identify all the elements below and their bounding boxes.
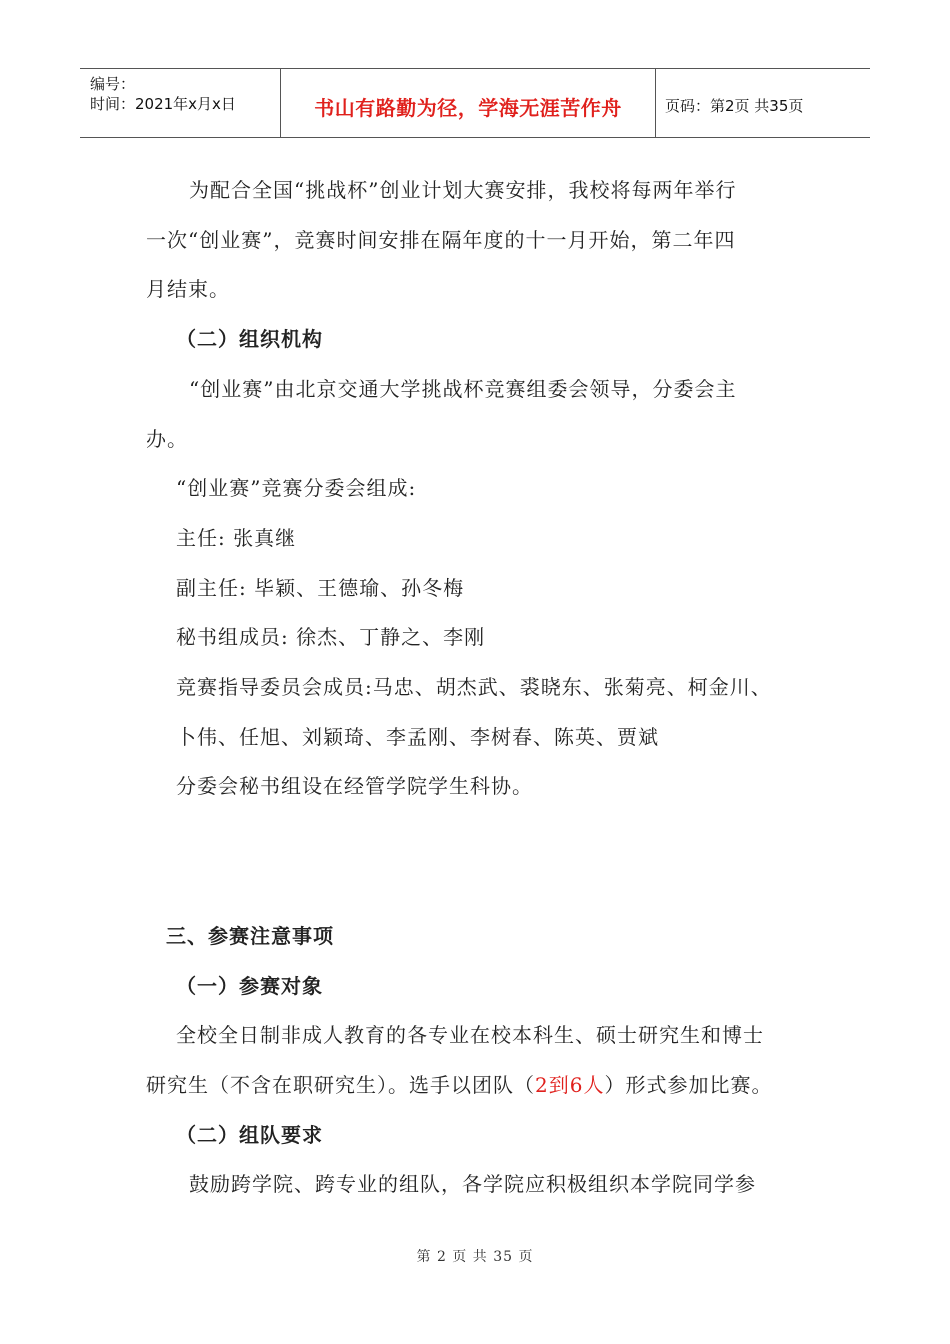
paragraph-line: 鼓励跨学院、跨专业的组队，各学院应积极组织本学院同学参 (189, 1172, 756, 1196)
committee-director: 主任: 张真继 (176, 526, 297, 550)
header-motto: 书山有路勤为径，学海无涯苦作舟 (314, 96, 622, 120)
paragraph-line (146, 1069, 772, 1098)
committee-members: 竞赛指导委员会成员:马忠、胡杰武、裘晓东、张菊亮、柯金川、 (176, 675, 772, 699)
header-page-number: 页码：第2页 共35页 (665, 97, 804, 115)
paragraph-text: 研究生（不含在职研究生）。选手以团队（ (146, 1073, 535, 1097)
team-size-highlight: 2到6人 (535, 1073, 605, 1097)
header-motto-cell (280, 69, 656, 137)
page-header (80, 68, 870, 138)
paragraph-line: 全校全日制非成人教育的各专业在校本科生、硕士研究生和博士 (176, 1023, 764, 1047)
section-heading: （二）组队要求 (176, 1123, 323, 1147)
doc-date: 时间：2021年x月x日 (90, 95, 236, 113)
committee-members-cont: 卜伟、任旭、刘颖琦、李孟刚、李树春、陈英、贾斌 (176, 725, 659, 749)
paragraph-text: ）形式参加比赛。 (604, 1073, 773, 1097)
header-page-cell (655, 69, 870, 137)
committee-secretary: 秘书组成员: 徐杰、丁静之、李刚 (176, 625, 486, 649)
paragraph-line: “创业赛”由北京交通大学挑战杯竞赛组委会领导，分委会主 (189, 377, 737, 401)
secretariat-location: 分委会秘书组设在经管学院学生科协。 (176, 774, 533, 798)
chapter-heading: 三、参赛注意事项 (166, 924, 334, 948)
committee-vice-director: 副主任: 毕颖、王德瑜、孙冬梅 (176, 576, 465, 600)
paragraph-line: 月结束。 (146, 277, 230, 301)
header-meta (80, 69, 280, 137)
paragraph-line: 办。 (146, 427, 188, 451)
paragraph-line: 为配合全国“挑战杯”创业计划大赛安排，我校将每两年举行 (189, 178, 737, 202)
paragraph-line: 一次“创业赛”，竞赛时间安排在隔年度的十一月开始，第二年四 (146, 228, 736, 252)
paragraph-line: “创业赛”竞赛分委会组成: (176, 476, 417, 500)
doc-code: 编号： (90, 75, 136, 93)
section-heading: （二）组织机构 (176, 327, 323, 351)
page-footer: 第 2 页 共 35 页 (416, 1249, 534, 1265)
section-heading: （一）参赛对象 (176, 974, 323, 998)
